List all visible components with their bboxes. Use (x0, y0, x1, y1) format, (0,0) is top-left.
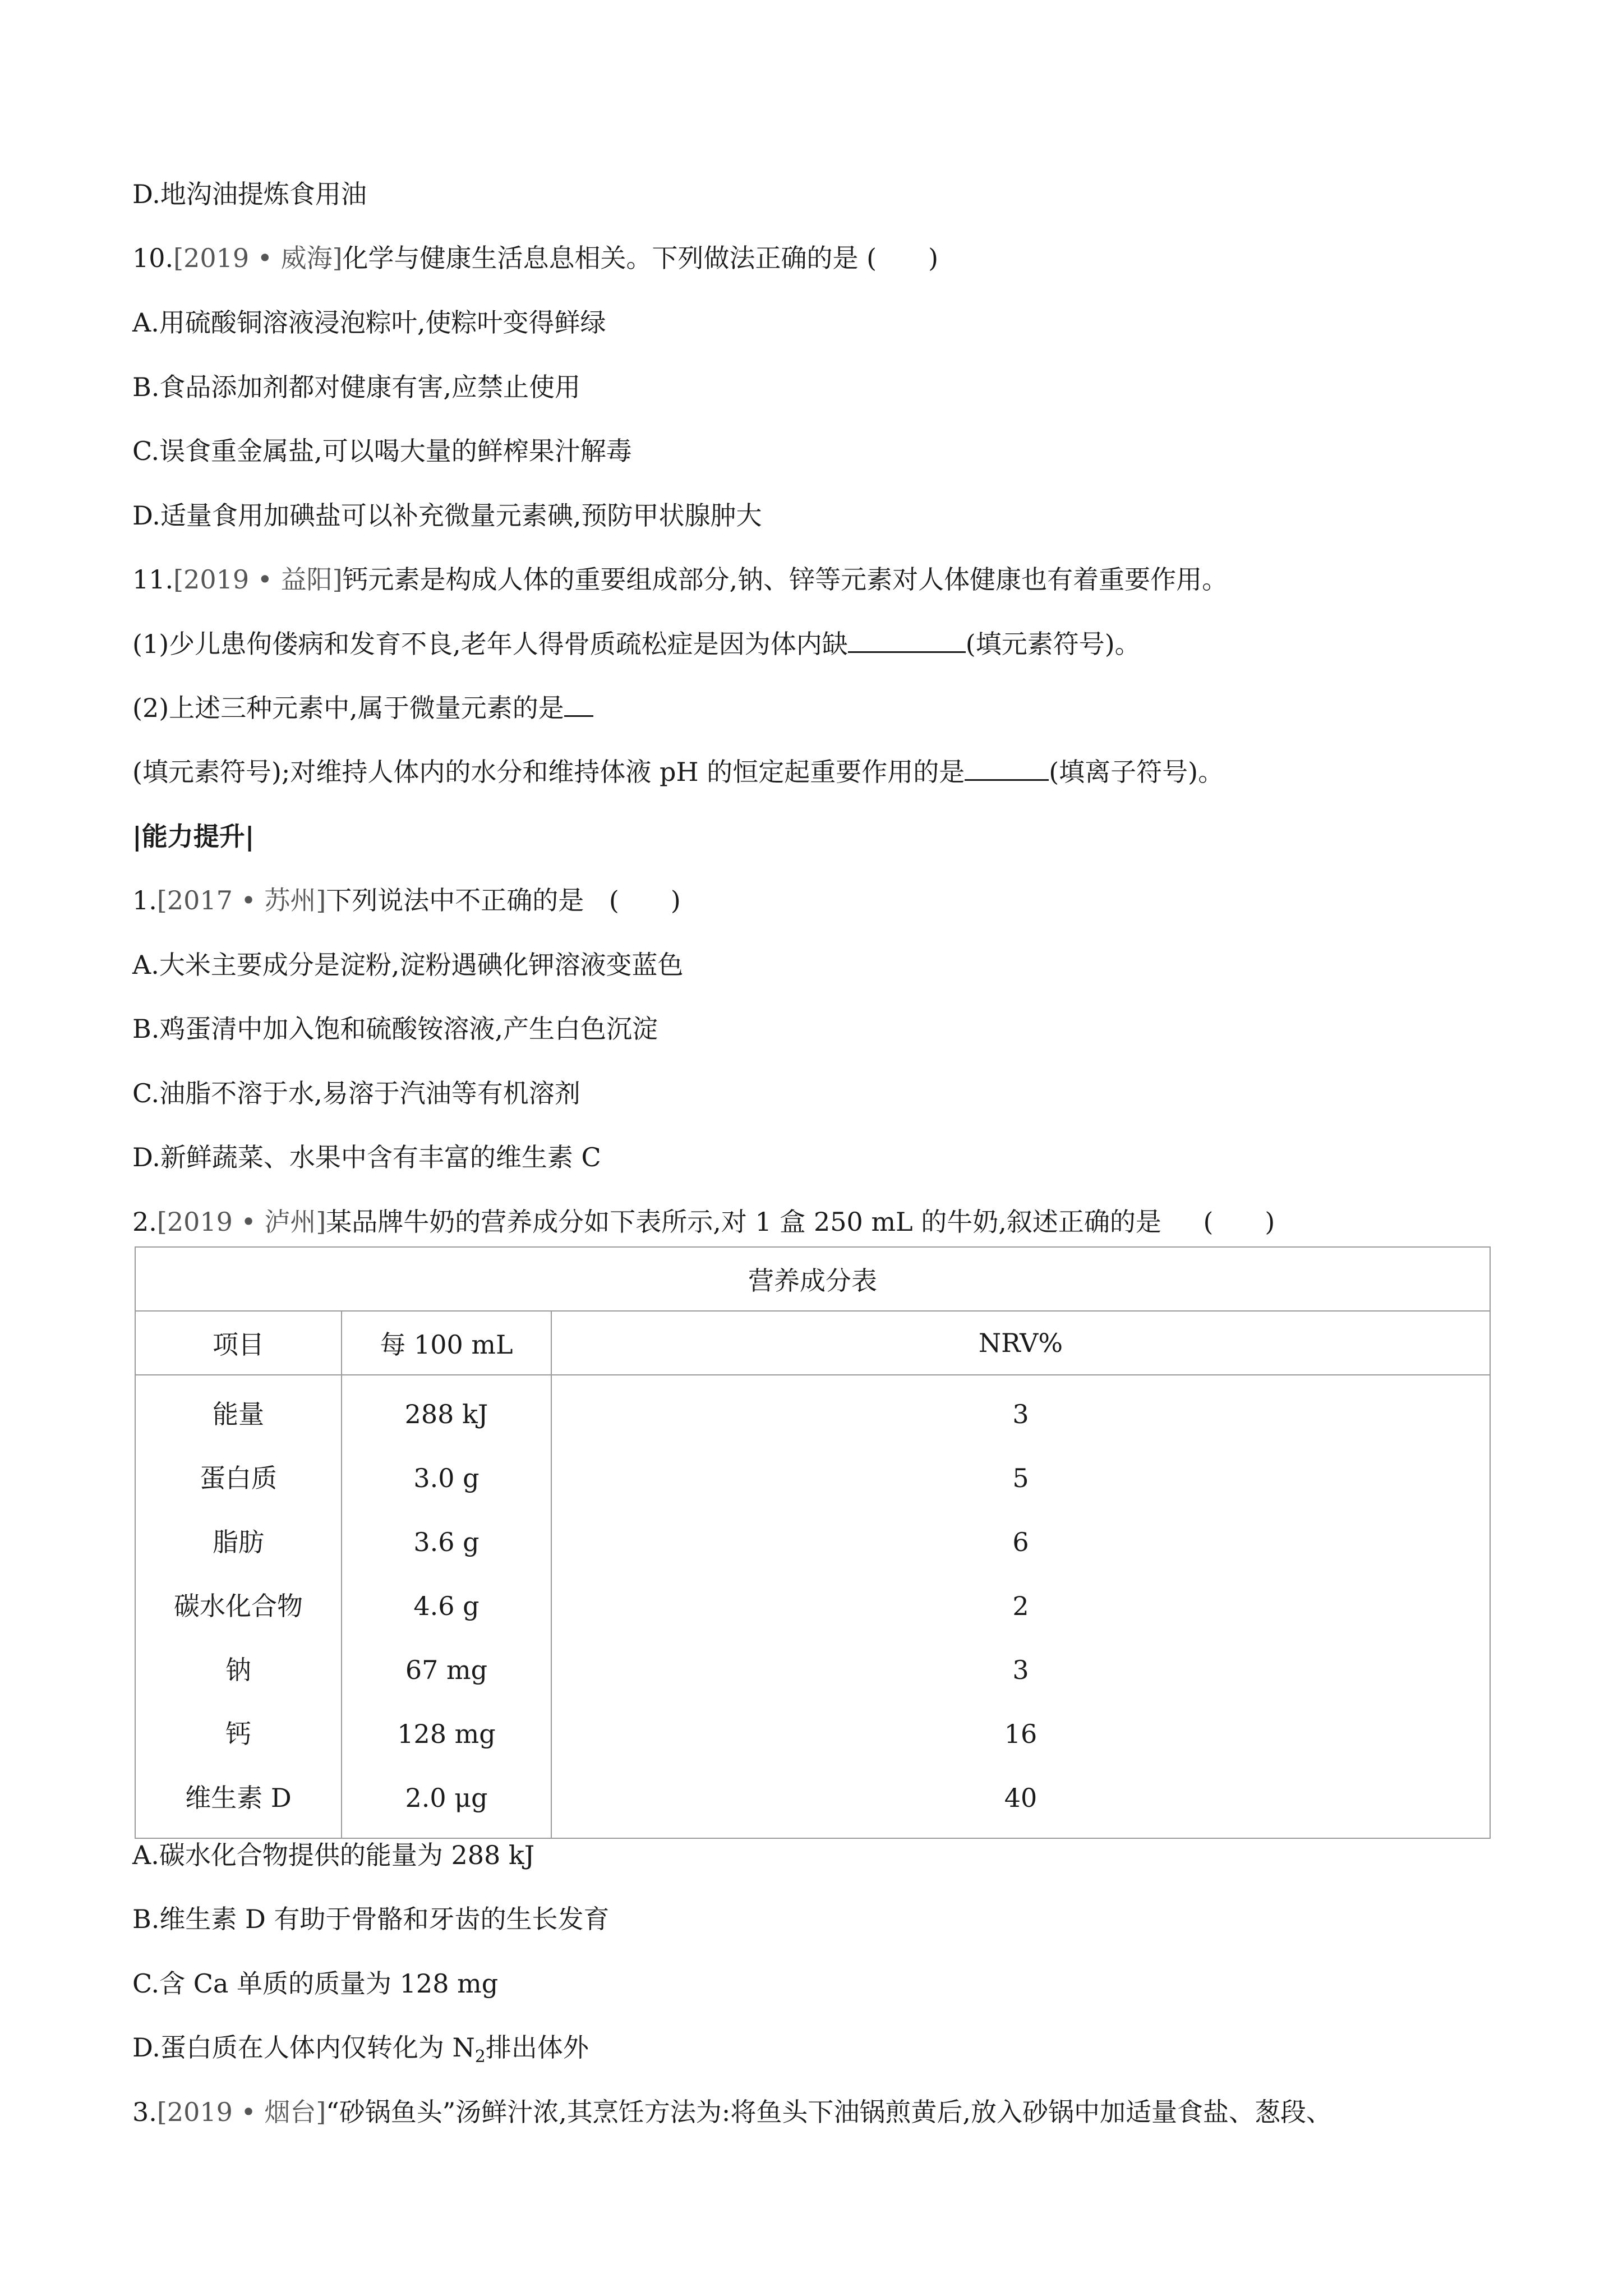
table-cell: 6 (1012, 1527, 1029, 1557)
q10-stem-line (132, 241, 938, 275)
p1-option-b: B.鸡蛋清中加入饱和硫酸铵溶液,产生白色沉淀 (132, 1014, 658, 1044)
q11-part2-blank1[interactable] (564, 693, 593, 717)
p1-answer-paren: ( ) (608, 885, 681, 915)
q10-option-b: B.食品添加剂都对健康有害,应禁止使用 (132, 372, 581, 402)
table-cell: 288 kJ (404, 1399, 488, 1429)
q10-number: 10. (132, 243, 174, 273)
q10-option-a: A.用硫酸铜溶液浸泡粽叶,使粽叶变得鲜绿 (132, 307, 606, 338)
p1-option-c: C.油脂不溶于水,易溶于汽油等有机溶剂 (132, 1078, 580, 1108)
table-cell: 3.0 g (413, 1463, 479, 1493)
q11-number: 11. (132, 564, 174, 595)
p1-stem: 下列说法中不正确的是 (326, 885, 584, 915)
q11-part2-blank2[interactable] (965, 757, 1049, 781)
table-cell: 脂肪 (213, 1527, 264, 1557)
p3-number: 3. (132, 2097, 157, 2127)
table-column-nrv (551, 1375, 1490, 1838)
table-header-item: 项目 (135, 1311, 342, 1375)
table-cell: 3 (1012, 1655, 1029, 1685)
q10-answer-paren: ( ) (866, 243, 939, 273)
table-cell: 40 (1004, 1783, 1038, 1813)
table-header-nrv: NRV% (551, 1311, 1490, 1375)
table-cell: 钠 (225, 1655, 251, 1685)
p2-option-c: C.含 Ca 单质的质量为 128 mg (132, 1968, 499, 1999)
p1-stem-line (132, 884, 681, 917)
table-cell: 蛋白质 (200, 1463, 277, 1493)
q11-part2-line2: (填元素符号);对维持人体内的水分和维持体液 pH 的恒定起重要作用的是 (填离子符号)。 (132, 757, 1224, 787)
q9-option-d: D.地沟油提炼食用油 (132, 179, 367, 209)
table-column-items (135, 1375, 342, 1838)
q11-stem-line (132, 563, 1228, 596)
p2-option-d: D.蛋白质在人体内仅转化为 $N_2$排出体外 (132, 2032, 589, 2067)
q11-source: [2019 • 益阳] (173, 564, 343, 595)
p2-source: [2019 • 泸州] (156, 1207, 326, 1237)
q10-option-d: D.适量食用加碘盐可以补充微量元素碘,预防甲状腺肿大 (132, 500, 762, 531)
p1-option-a: A.大米主要成分是淀粉,淀粉遇碘化钾溶液变蓝色 (132, 950, 684, 980)
table-cell: 维生素 D (185, 1783, 292, 1813)
q10-source: [2019 • 威海] (173, 243, 343, 273)
section-title: |能力提升| (132, 821, 255, 852)
table-header-per100ml: 每 100 mL (342, 1311, 551, 1375)
table-cell: 3.6 g (413, 1527, 479, 1557)
p2-answer-paren: ( ) (1203, 1207, 1275, 1237)
p2-number: 2. (132, 1207, 157, 1237)
p1-number: 1. (132, 885, 157, 915)
table-column-per100ml (342, 1375, 551, 1838)
q11-part1-blank[interactable] (848, 629, 966, 653)
table-cell: 5 (1012, 1463, 1029, 1493)
table-cell: 128 mg (397, 1719, 496, 1749)
p2-stem-line (132, 1205, 1275, 1239)
q11-stem: 钙元素是构成人体的重要组成部分,钠、锌等元素对人体健康也有着重要作用。 (342, 564, 1228, 595)
p3-stem: “砂锅鱼头”汤鲜汁浓,其烹饪方法为:将鱼头下油锅煎黄后,放入砂锅中加适量食盐、葱段、 (326, 2097, 1332, 2127)
q11-part2-line1: (2)上述三种元素中,属于微量元素的是 (132, 691, 593, 725)
q11-part1: (1)少儿患佝偻病和发育不良,老年人得骨质疏松症是因为体内缺 (填元素符号)。 (132, 629, 1141, 659)
table-cell: 4.6 g (413, 1591, 479, 1621)
q10-option-c: C.误食重金属盐,可以喝大量的鲜榨果汁解毒 (132, 436, 632, 466)
p2-option-b: B.维生素 D 有助于骨骼和牙齿的生长发育 (132, 1904, 610, 1934)
table-cell: 3 (1012, 1399, 1029, 1429)
nutrition-table-caption: 营养成分表 (135, 1247, 1490, 1311)
p2-option-a: A.碳水化合物提供的能量为 288 kJ (132, 1840, 535, 1870)
nutrition-table (135, 1246, 1491, 1839)
p3-source: [2019 • 烟台] (156, 2097, 326, 2127)
p1-option-d: D.新鲜蔬菜、水果中含有丰富的维生素 C (132, 1142, 601, 1172)
table-cell: 16 (1004, 1719, 1038, 1749)
p2-stem: 某品牌牛奶的营养成分如下表所示,对 1 盒 250 mL 的牛奶,叙述正确的是 (326, 1207, 1161, 1237)
p3-stem-line (132, 2095, 1332, 2129)
p1-source: [2017 • 苏州] (156, 885, 326, 915)
table-cell: 能量 (213, 1399, 264, 1429)
table-cell: 碳水化合物 (174, 1591, 303, 1621)
table-cell: 2.0 μg (405, 1783, 488, 1813)
table-cell: 钙 (225, 1719, 251, 1749)
subscript-2: 2 (474, 2047, 486, 2067)
q10-stem: 化学与健康生活息息相关。下列做法正确的是 (342, 243, 859, 273)
table-cell: 2 (1012, 1591, 1029, 1621)
table-cell: 67 mg (405, 1655, 488, 1685)
